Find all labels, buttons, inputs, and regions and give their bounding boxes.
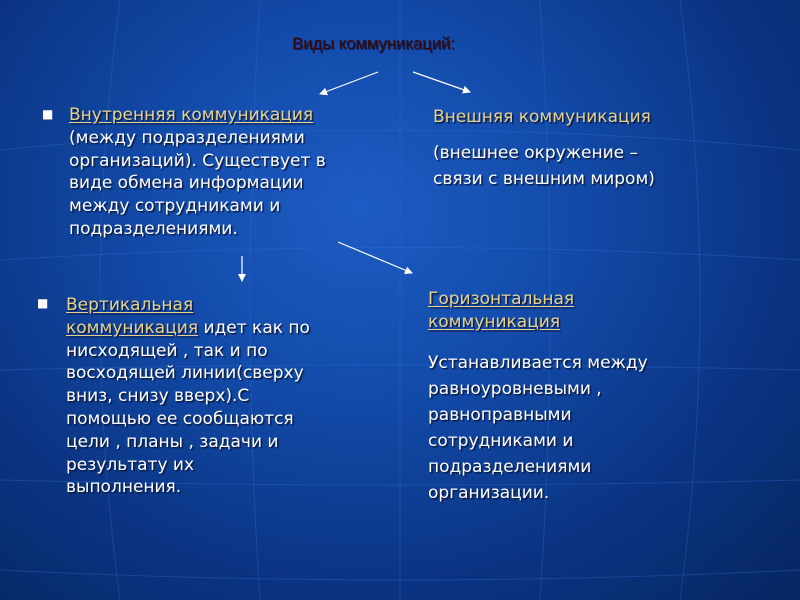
internal-text-line: виде обмена информации (69, 173, 304, 194)
vertical-text-line: восходящей линии(сверху (66, 363, 304, 384)
horizontal-communication-block (428, 288, 648, 506)
horizontal-text-line: подразделениями (428, 456, 592, 477)
internal-communication-block (69, 104, 326, 241)
vertical-text-line: идет как по (198, 317, 310, 338)
external-text-line: (внешнее окружение – (433, 142, 639, 163)
horizontal-text-line: организации. (428, 482, 550, 503)
arrow-to-internal (320, 72, 378, 94)
internal-text-line: организаций). Существует в (69, 150, 326, 171)
vertical-text-line: вниз, снизу вверх).С (66, 386, 250, 407)
vertical-text-line: помощью ее сообщаются (66, 408, 294, 429)
internal-heading: Внутренняя коммуникация (69, 105, 314, 125)
horizontal-text-line: равноправными (428, 404, 572, 425)
horizontal-heading-line2: коммуникация (428, 311, 561, 332)
vertical-text-line: нисходящей , так и по (66, 340, 268, 361)
external-text-line: связи с внешним миром) (433, 168, 655, 189)
vertical-text-line: результату их (66, 454, 195, 475)
vertical-heading-line2: коммуникация (66, 317, 199, 338)
vertical-heading-line1: Вертикальная (66, 295, 194, 315)
internal-text-line: между сотрудниками и (69, 196, 281, 217)
horizontal-heading-line1: Горизонтальная (428, 289, 575, 309)
internal-text-line: подразделениями. (69, 218, 238, 239)
horizontal-text-line: сотрудниками и (428, 430, 574, 451)
external-heading: Внешняя коммуникация (433, 107, 651, 127)
arrow-to-horizontal (338, 242, 412, 273)
external-communication-block (433, 106, 655, 192)
internal-text-line: (между подразделениями (69, 127, 305, 148)
bullet-icon: ■ (37, 296, 49, 310)
horizontal-text-line: равноуровневыми , (428, 378, 602, 399)
horizontal-text-line: Устанавливается между (428, 352, 648, 373)
vertical-text-line: выполнения. (66, 477, 182, 498)
vertical-text-line: цели , планы , задачи и (66, 431, 279, 452)
slide-title: Виды коммуникаций: (292, 34, 455, 53)
arrow-to-external (413, 72, 470, 92)
vertical-communication-block (66, 294, 310, 499)
bullet-icon: ■ (42, 107, 54, 121)
